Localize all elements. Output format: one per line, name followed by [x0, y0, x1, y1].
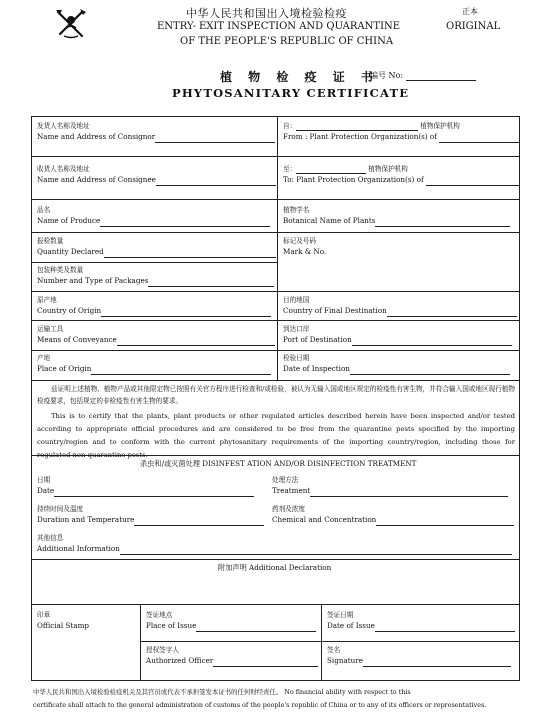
place-issue-label-cn: 签证地点 — [146, 611, 173, 619]
from-label-en: From : Plant Protection Organization(s) of — [283, 132, 437, 141]
footer-text-en2: certificate shall attach to the general administration of customs of the people's republic of China or to any of its officers or representatives. — [33, 701, 487, 709]
botanical-name-field[interactable] — [283, 205, 510, 227]
place-of-issue-field[interactable] — [146, 610, 316, 632]
from-suffix-cn: 植物保护机构 — [420, 122, 460, 130]
origin-line — [101, 308, 271, 317]
place-origin-field[interactable] — [37, 353, 271, 375]
divider — [31, 291, 520, 292]
duration-label-en: Duration and Temperature — [37, 515, 135, 524]
date-issue-line — [375, 623, 515, 632]
origin-label-en: Country of Origin — [37, 306, 102, 315]
cert-no-line — [406, 72, 476, 81]
date-issue-label-en: Date of Issue — [327, 621, 375, 630]
divider — [31, 604, 520, 605]
to-en-line — [426, 177, 519, 186]
botanical-label-cn: 植物学名 — [283, 206, 310, 214]
duration-temperature-field[interactable] — [37, 504, 264, 526]
produce-line — [100, 218, 270, 227]
signature-label-cn: 签名 — [327, 646, 341, 654]
consignee-line — [156, 177, 276, 186]
from-label-cn: 自： — [283, 122, 297, 130]
consignor-field[interactable] — [37, 121, 275, 143]
original-label-cn: 正本 — [462, 7, 478, 16]
place-origin-label-en: Place of Origin — [37, 364, 92, 373]
consignor-label-cn: 发货人名称及地址 — [37, 122, 90, 130]
header-en-line2: OF THE PEOPLE'S REPUBLIC OF CHINA — [180, 36, 394, 47]
chemical-concentration-field[interactable] — [272, 504, 514, 526]
port-label-en: Port of Destination — [283, 335, 352, 344]
footer-text-en1: No financial ability with respect to this — [284, 688, 411, 696]
chemical-label-cn: 药剂及浓度 — [272, 505, 305, 513]
official-stamp-field — [37, 610, 89, 632]
to-organization-field[interactable] — [283, 164, 519, 186]
additional-info-label-en: Additional Information — [37, 544, 120, 553]
quantity-label-cn: 报检数量 — [37, 237, 64, 245]
quantity-field[interactable] — [37, 236, 276, 258]
certification-statement-en: This is to certify that the plants, plant products or other regulated articles described herein have been inspected and/or tested according to appropriate official procedures and are considered to be free from the quarantine pests specified by the importing country/region and to conform with the current phytosanitary requirements of the importing country/region, including those for regulated non-quarantine pests. — [37, 412, 515, 459]
certificate-title-en: PHYTOSANITARY CERTIFICATE — [172, 86, 410, 100]
column-divider — [277, 116, 278, 380]
officer-label-en: Authorized Officer — [146, 656, 214, 665]
port-destination-field[interactable] — [283, 324, 512, 346]
divider — [31, 232, 520, 233]
stamp-label-en: Official Stamp — [37, 621, 90, 630]
destination-label-en: Country of Final Destination — [283, 306, 387, 315]
stamp-label-cn: 印章 — [37, 611, 51, 619]
to-label-cn: 至： — [283, 165, 297, 173]
conveyance-field[interactable] — [37, 324, 275, 346]
packages-field[interactable] — [37, 265, 274, 287]
conveyance-label-cn: 运输工具 — [37, 325, 64, 333]
produce-label-en: Name of Produce — [37, 216, 101, 225]
treatment-date-field[interactable] — [37, 475, 254, 497]
additional-declaration-area[interactable] — [33, 576, 518, 602]
place-origin-line — [91, 366, 271, 375]
officer-label-cn: 授权签字人 — [146, 646, 179, 654]
place-issue-label-en: Place of Issue — [146, 621, 197, 630]
botanical-line — [375, 218, 510, 227]
additional-information-field[interactable] — [37, 533, 512, 555]
mark-field[interactable] — [283, 236, 326, 258]
produce-field[interactable] — [37, 205, 270, 227]
origin-label-cn: 原产地 — [37, 296, 57, 304]
packages-label-cn: 包装种类及数量 — [37, 266, 84, 274]
botanical-label-en: Botanical Name of Plants — [283, 216, 376, 225]
consignee-field[interactable] — [37, 164, 276, 186]
treatment-date-line — [54, 488, 254, 497]
consignee-label-cn: 收货人名称及地址 — [37, 165, 90, 173]
divider — [31, 320, 520, 321]
packages-label-en: Number and Type of Packages — [37, 276, 149, 285]
footer-text-cn: 中华人民共和国出入境检验检疫机关及其官员或代表不承担签发本证书的任何财经责任。 — [33, 688, 283, 696]
additional-info-label-cn: 其他信息 — [37, 534, 64, 542]
packages-line — [148, 278, 274, 287]
duration-label-cn: 持续时间及温度 — [37, 505, 84, 513]
divider — [31, 262, 277, 263]
mark-label-cn: 标记及号码 — [283, 237, 316, 245]
additional-declaration-heading: 附加声明 Additional Declaration — [218, 563, 332, 572]
footer-disclaimer — [33, 686, 523, 712]
divider — [31, 350, 520, 351]
produce-label-cn: 品名 — [37, 206, 51, 214]
inspection-date-field[interactable] — [283, 353, 510, 375]
header-cn-title: 中华人民共和国出入境检验检疫 — [186, 7, 347, 20]
emblem-logo — [52, 6, 90, 42]
inspection-date-line — [350, 366, 510, 375]
divider — [31, 559, 520, 560]
signature-label-en: Signature — [327, 656, 363, 665]
consignee-label-en: Name and Address of Consignee — [37, 175, 156, 184]
to-suffix-cn: 植物保护机构 — [368, 165, 408, 173]
officer-line — [213, 658, 318, 667]
from-organization-field[interactable] — [283, 121, 519, 143]
date-of-issue-field[interactable] — [327, 610, 515, 632]
treatment-method-line — [310, 488, 508, 497]
chemical-line — [376, 517, 514, 526]
inspection-date-label-cn: 检验日期 — [283, 354, 310, 362]
port-label-cn: 到达口岸 — [283, 325, 310, 333]
certification-statement-cn: 兹证明上述植物、植物产品或其他限定物已按照有关官方程序进行检查和/或检验，被认为无输入国或地区规定的检疫性有害生物，并符合输入国或地区现行植物检疫要求，包括规定的非检疫性有害生物的要求。 — [37, 385, 515, 405]
duration-line — [134, 517, 264, 526]
certificate-title-cn: 植 物 检 疫 证 书 — [220, 70, 379, 84]
header-en-line1: ENTRY- EXIT INSPECTION AND QUARANTINE — [157, 21, 401, 32]
treatment-method-field[interactable] — [272, 475, 508, 497]
column-divider — [321, 604, 322, 681]
authorized-officer-field[interactable] — [146, 645, 318, 667]
divider — [31, 156, 520, 157]
consignor-label-en: Name and Address of Consignor — [37, 132, 156, 141]
place-origin-label-cn: 产地 — [37, 354, 51, 362]
divider — [31, 380, 520, 381]
chemical-label-en: Chemical and Concentration — [272, 515, 377, 524]
treatment-date-label-en: Date — [37, 486, 55, 495]
port-line — [352, 337, 512, 346]
to-label-en: To: Plant Protection Organization(s) of — [283, 175, 424, 184]
emblem-icon — [52, 6, 90, 42]
conveyance-label-en: Means of Conveyance — [37, 335, 117, 344]
country-origin-field[interactable] — [37, 295, 271, 317]
additional-info-line — [120, 546, 512, 555]
column-divider — [140, 604, 141, 681]
treatment-method-label-en: Treatment — [272, 486, 311, 495]
to-cn-line — [296, 165, 366, 174]
from-cn-line — [296, 122, 418, 131]
signature-line — [363, 658, 511, 667]
divider — [31, 199, 520, 200]
destination-line — [387, 308, 517, 317]
mark-label-en: Mark & No. — [283, 247, 327, 256]
consignor-line — [155, 134, 275, 143]
date-issue-label-cn: 签证日期 — [327, 611, 354, 619]
final-destination-field[interactable] — [283, 295, 517, 317]
cert-no-text: 编号 No: — [370, 71, 404, 80]
original-label-en: ORIGINAL — [446, 21, 501, 32]
treatment-method-label-cn: 处理方法 — [272, 476, 299, 484]
from-en-line — [439, 134, 519, 143]
treatment-date-label-cn: 日期 — [37, 476, 51, 484]
destination-label-cn: 目的地国 — [283, 296, 310, 304]
conveyance-line — [117, 337, 275, 346]
place-issue-line — [196, 623, 316, 632]
signature-field[interactable] — [327, 645, 511, 667]
inspection-date-label-en: Date of Inspection — [283, 364, 350, 373]
treatment-heading: 杀虫和/或灭菌处理 DISINFEST ATION AND/OR DISINFECTION TREATMENT — [140, 459, 417, 468]
quantity-line — [104, 249, 276, 258]
quantity-label-en: Quantity Declared — [37, 247, 104, 256]
certificate-number-label — [370, 70, 476, 81]
divider — [140, 641, 520, 642]
